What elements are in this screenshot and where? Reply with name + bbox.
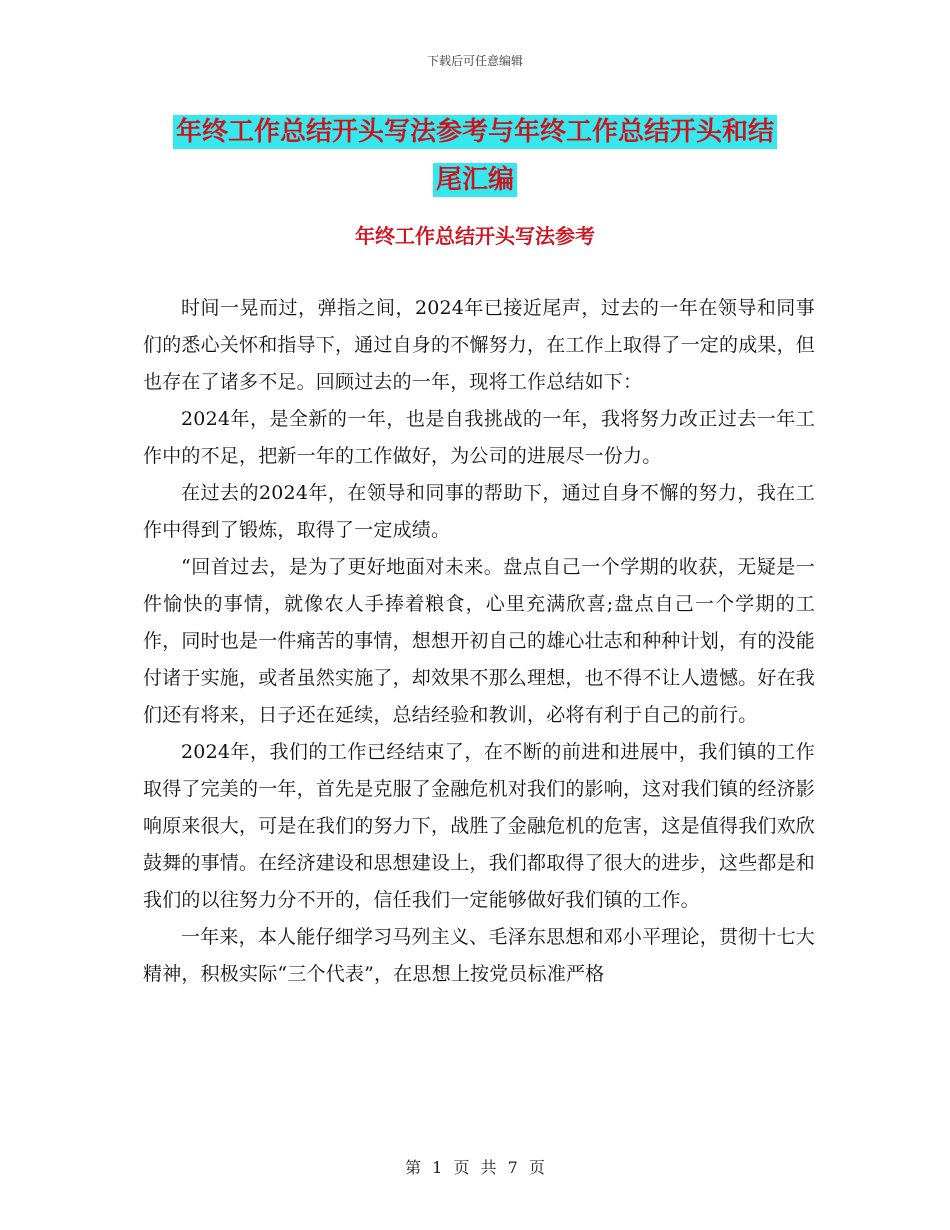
section-title: 年终工作总结开头写法参考 (355, 224, 595, 248)
paragraph: 一年来，本人能仔细学习马列主义、毛泽东思想和邓小平理论，贯彻十七大精神，积极实际“三个代表”，在思想上按党员标准严格 (143, 926, 815, 985)
paragraph: 2024年，是全新的一年，也是自我挑战的一年，我将努力改正过去一年工作中的不足，把新一年的工作做好，为公司的进展尽一份力。 (143, 408, 815, 467)
document-title (150, 108, 800, 204)
page-number: 第 1 页 共 7 页 (405, 1158, 545, 1177)
paragraph: 在过去的2024年，在领导和同事的帮助下，通过自身不懈的努力，我在工作中得到了锻炼，取得了一定成绩。 (143, 482, 815, 541)
paragraph: 2024年，我们的工作已经结束了，在不断的前进和进展中，我们镇的工作取得了完美的一年，首先是克服了金融危机对我们的影响，这对我们镇的经济影响原来很大，可是在我们的努力下，战胜了金融危机的危害，这是值得我们欢欣鼓舞的事情。在经济建设和思想建设上，我们都取得了很大的进步，这些都是和我们的以往努力分不开的，信任我们一定能够做好我们镇的工作。 (143, 741, 816, 911)
document-title-line1: 年终工作总结开头写法参考与年终工作总结开头和结 (173, 115, 777, 149)
paragraph: 时间一晃而过，弹指之间，2024年已接近尾声，过去的一年在领导和同事们的悉心关怀和指导下，通过自身的不懈努力，在工作上取得了一定的成果，但也存在了诸多不足。回顾过去的一年，现将工作总结如下： (143, 297, 816, 393)
document-body (143, 290, 815, 993)
document-title-line2: 尾汇编 (433, 163, 517, 197)
paragraph: “回首过去，是为了更好地面对未来。盘点自己一个学期的收获，无疑是一件愉快的事情，就像农人手捧着粮食，心里充满欣喜;盘点自己一个学期的工作，同时也是一件痛苦的事情，想想开初自己的雄心壮志和种种计划，有的没能付诸于实施，或者虽然实施了，却效果不那么理想，也不得不让人遗憾。好在我们还有将来，日子还在延续，总结经验和教训，必将有利于自己的前行。 (143, 556, 816, 726)
page-header-note: 下载后可任意编辑 (426, 54, 523, 68)
